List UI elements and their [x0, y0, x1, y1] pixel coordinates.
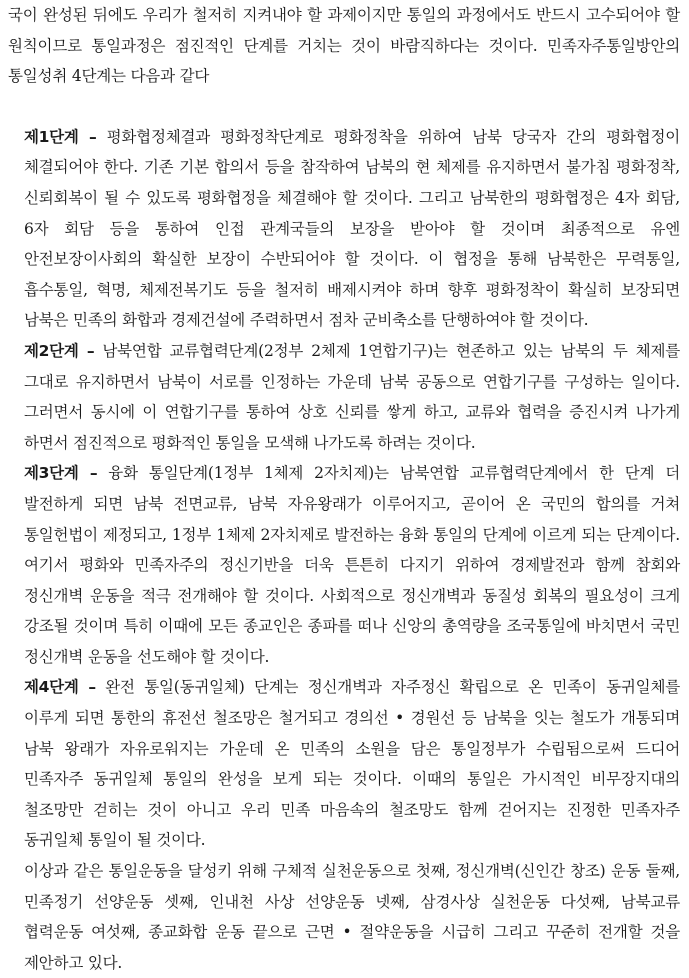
stage-2-label: 제2단계 –: [24, 341, 95, 360]
closing-paragraph: 이상과 같은 통일운동을 달성키 위해 구체적 실천운동으로 첫째, 정신개벽(신인간 창조) 운동 둘째, 민족정기 선양운동 셋째, 인내천 사상 선양운동 넷째, 삼경사상 실천운동 다섯째, 남북교류 협력운동 여섯째, 종교화합 운동 끝으로 근면 • 절약운동을 시급히 그리고 꾸준히 전개할 것을 제안하고 있다.: [24, 862, 680, 972]
stage-2-paragraph: [8, 336, 680, 458]
document-page: [8, 0, 680, 978]
stage-4-text: 완전 통일(동귀일체) 단계는 정신개벽과 자주정신 확립으로 온 민족이 동귀일체를 이루게 되면 통한의 휴전선 철조망은 철거되고 경의선 • 경원선 등 남북을 잇는 철도가 개통되며 남북 왕래가 자유로워지는 가운데 온 민족의 소원을 담은 통일정부가 수립됨으로써 드디어 민족자주 동귀일체 통일의 완성을 보게 되는 것이다. 이때의 통일은 가시적인 비무장지대의 철조망만 걷히는 것이 아니고 우리 민족 마음속의 철조망도 함께 걷어지는 진정한 민족자주 동귀일체 통일이 될 것이다.: [24, 678, 680, 850]
stage-4-label: 제4단계 –: [24, 678, 96, 697]
stage-3-paragraph: [8, 458, 680, 672]
stage-3-text: 융화 통일단계(1정부 1체제 2자치제)는 남북연합 교류협력단계에서 한 단계 더 발전하게 되면 남북 전면교류, 남북 자유왕래가 이루어지고, 곧이어 온 국민의 합의를 거쳐 통일헌법이 제정되고, 1정부 1체제 2자치제로 발전하는 융화 통일의 단계에 이르게 되는 단계이다. 여기서 평화와 민족자주의 정신기반을 더욱 튼튼히 다지기 위하여 경제발전과 함께 참회와 정신개벽 운동을 적극 전개해야 할 것이다. 사회적으로 정신개벽과 동질성 회복의 필요성이 크게 강조될 것이며 특히 이때에 모든 종교인은 종파를 떠나 신앙의 총역량을 조국통일에 바치면서 국민 정신개벽 운동을 선도해야 할 것이다.: [24, 464, 680, 666]
stage-1-text: 평화협정체결과 평화정착단계로 평화정착을 위하여 남북 당국자 간의 평화협정이 체결되어야 한다. 기존 기본 합의서 등을 참작하여 남북의 현 체제를 유지하면서 불가침 평화정착, 신뢰회복이 될 수 있도록 평화협정을 체결해야 할 것이다. 그리고 남북한의 평화협정은 4자 회담, 6자 회담 등을 통하여 인접 관계국들의 보장을 받아야 할 것이며 최종적으로 유엔 안전보장이사회의 확실한 보장이 수반되어야 할 것이다. 이 협정을 통해 남북한은 무력통일, 흡수통일, 혁명, 체제전복기도 등을 철저히 배제시켜야 하며 향후 평화정착이 확실히 보장되면 남북은 민족의 화합과 경제건설에 주력하면서 점차 군비축소를 단행하여야 할 것이다.: [24, 127, 680, 330]
stage-2-text: 남북연합 교류협력단계(2정부 2체제 1연합기구)는 현존하고 있는 남북의 두 체제를 그대로 유지하면서 남북이 서로를 인정하는 가운데 남북 공동으로 연합기구를 구성하는 일이다. 그러면서 동시에 이 연합기구를 통하여 상호 신뢰를 쌓게 하고, 교류와 협력을 증진시켜 나가게 하면서 점진적으로 평화적인 통일을 모색해 나가도록 하려는 것이다.: [24, 341, 680, 452]
stage-3-label: 제3단계 –: [24, 464, 98, 483]
intro-paragraph: 국이 완성된 뒤에도 우리가 철저히 지켜내야 할 과제이지만 통일의 과정에서도 반드시 고수되어야 할 원칙이므로 통일과정은 점진적인 단계를 거치는 것이 바람직하다는 것이다. 민족자주통일방안의 통일성취 4단계는 다음과 같다: [8, 6, 680, 86]
stage-1-label: 제1단계 –: [24, 127, 97, 146]
stage-1-paragraph: [8, 122, 680, 336]
paragraph-gap: [8, 92, 680, 122]
stage-4-paragraph: [8, 672, 680, 856]
